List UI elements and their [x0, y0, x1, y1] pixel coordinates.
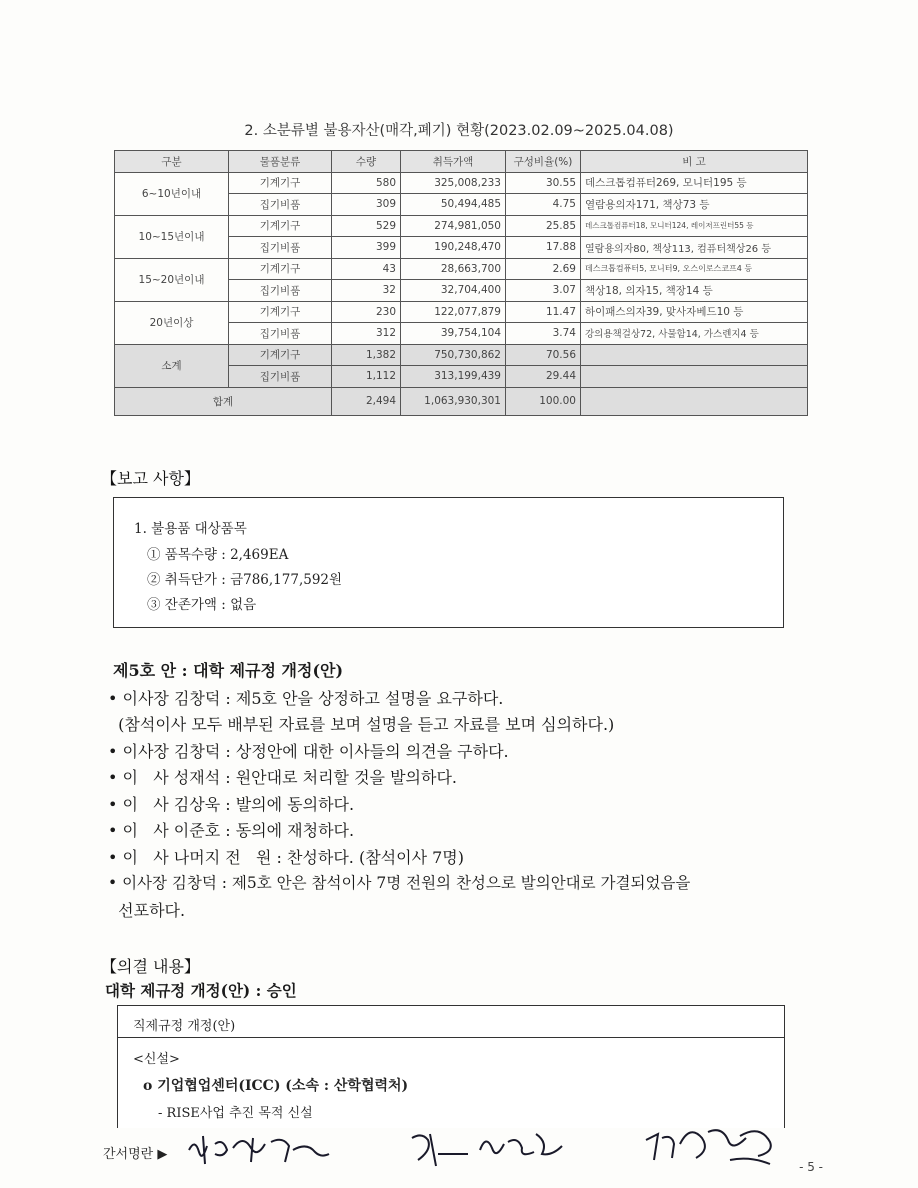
- cell-amount: 39,754,104: [401, 323, 506, 345]
- cell-class: 집기비품: [229, 280, 332, 302]
- cell-amount: 190,248,470: [401, 237, 506, 259]
- cell-class: 기계기구: [229, 258, 332, 280]
- asset-table: [114, 150, 808, 416]
- cell-note: 강의용책걸상72, 사물함14, 가스렌지4 등: [581, 323, 808, 345]
- cell-ratio: 17.88: [506, 237, 581, 259]
- cell-class: 집기비품: [229, 323, 332, 345]
- cell-amount: 325,008,233: [401, 172, 506, 194]
- cell-note: 데스크톱컴퓨터269, 모니터195 등: [581, 172, 808, 194]
- cell-note-empty: [581, 387, 808, 415]
- cell-ratio: 11.47: [506, 301, 581, 323]
- report-item-title: 1. 불용품 대상품목: [134, 521, 247, 537]
- report-item: ② 취득단가 : 금786,177,592원: [147, 572, 343, 588]
- cell-note: 하이패스의자39, 맞사자베드10 등: [581, 301, 808, 323]
- header-ratio: 구성비율(%): [506, 151, 581, 173]
- cell-ratio: 25.85: [506, 215, 581, 237]
- resolution-box-title: 직제규정 개정(안): [133, 1019, 236, 1034]
- report-box: [113, 497, 784, 628]
- box-divider: [118, 1037, 784, 1038]
- subtotal-label: 소계: [115, 344, 229, 387]
- total-qty: 2,494: [332, 387, 401, 415]
- agenda-line: • 이 사 이준호 : 동의에 재청하다.: [108, 821, 355, 840]
- center-line: o 기업협업센터(ICC) (소속 : 산학협력처): [143, 1078, 409, 1094]
- cell-qty: 580: [332, 172, 401, 194]
- agenda-line: • 이사장 김창덕 : 제5호 안은 참석이사 7명 전원의 찬성으로 발의안대로 가결되었음을: [108, 874, 691, 892]
- cell-ratio: 4.75: [506, 194, 581, 216]
- cell-class: 기계기구: [229, 301, 332, 323]
- cell-amount: 50,494,485: [401, 194, 506, 216]
- cell-note-empty: [581, 344, 808, 366]
- new-label: <신설>: [133, 1052, 180, 1067]
- cell-qty: 1,382: [332, 344, 401, 366]
- cell-qty: 32: [332, 280, 401, 302]
- cell-note: 열람용의자171, 책상73 등: [581, 194, 808, 216]
- cell-note-empty: [581, 366, 808, 388]
- report-item: ① 품목수량 : 2,469EA: [147, 547, 289, 563]
- table-row: [115, 301, 808, 323]
- agenda-line: 선포하다.: [108, 901, 186, 920]
- header-class: 물품분류: [229, 151, 332, 173]
- page-number: - 5 -: [799, 1160, 823, 1174]
- group-label: 10~15년이내: [115, 215, 229, 258]
- subtotal-row: [115, 344, 808, 366]
- cell-class: 기계기구: [229, 172, 332, 194]
- cell-ratio: 70.56: [506, 344, 581, 366]
- cell-class: 집기비품: [229, 237, 332, 259]
- cell-ratio: 3.07: [506, 280, 581, 302]
- agenda-title: 제5호 안 : 대학 제규정 개정(안): [113, 661, 344, 680]
- cell-ratio: 2.69: [506, 258, 581, 280]
- cell-amount: 28,663,700: [401, 258, 506, 280]
- detail-line: - RISE사업 추진 목적 신설: [158, 1106, 313, 1121]
- group-label: 6~10년이내: [115, 172, 229, 215]
- cell-qty: 309: [332, 194, 401, 216]
- cell-class: 기계기구: [229, 344, 332, 366]
- signature-1-icon: [183, 1130, 343, 1170]
- agenda-line: • 이 사 나머지 전 원 : 찬성하다. (참석이사 7명): [108, 848, 464, 867]
- cell-ratio: 30.55: [506, 172, 581, 194]
- cell-class: 집기비품: [229, 366, 332, 388]
- total-label: 합계: [115, 387, 332, 415]
- cell-note: 열람용의자80, 책상113, 컴퓨터책상26 등: [581, 237, 808, 259]
- total-ratio: 100.00: [506, 387, 581, 415]
- cell-qty: 230: [332, 301, 401, 323]
- cell-qty: 312: [332, 323, 401, 345]
- signature-3-icon: [640, 1122, 790, 1170]
- cell-note: 책상18, 의자15, 책장14 등: [581, 280, 808, 302]
- resolution-heading: 【의결 내용】: [101, 957, 200, 976]
- cell-class: 집기비품: [229, 194, 332, 216]
- table-row: [115, 172, 808, 194]
- report-item: ③ 잔존가액 : 없음: [147, 597, 257, 613]
- total-row: [115, 387, 808, 415]
- cell-note: 데스크톱컴퓨터5, 모니터9, 오스이로스코프4 등: [581, 258, 808, 280]
- header-quantity: 수량: [332, 151, 401, 173]
- agenda-line: • 이사장 김창덕 : 제5호 안을 상정하고 설명을 요구하다.: [108, 689, 504, 708]
- cell-amount: 750,730,862: [401, 344, 506, 366]
- table-title: 2. 소분류별 불용자산(매각,폐기) 현황(2023.02.09~2025.04.08): [244, 123, 674, 139]
- cell-amount: 122,077,879: [401, 301, 506, 323]
- table-row: [115, 215, 808, 237]
- report-heading: 【보고 사항】: [101, 469, 200, 488]
- signature-label: 간서명란 ▶: [103, 1147, 168, 1162]
- resolution-box: [117, 1005, 785, 1128]
- group-label: 20년이상: [115, 301, 229, 344]
- cell-qty: 529: [332, 215, 401, 237]
- cell-amount: 274,981,050: [401, 215, 506, 237]
- table-row: [115, 258, 808, 280]
- cell-qty: 399: [332, 237, 401, 259]
- resolution-subheading: 대학 제규정 개정(안) : 승인: [105, 981, 297, 1000]
- cell-qty: 1,112: [332, 366, 401, 388]
- cell-amount: 313,199,439: [401, 366, 506, 388]
- cell-qty: 43: [332, 258, 401, 280]
- header-note: 비 고: [581, 151, 808, 173]
- cell-note: 데스크톱컴퓨터18, 모니터124, 레이저프린터55 등: [581, 215, 808, 237]
- group-label: 15~20년이내: [115, 258, 229, 301]
- table-header-row: [115, 151, 808, 173]
- cell-ratio: 29.44: [506, 366, 581, 388]
- agenda-line: • 이사장 김창덕 : 상정안에 대한 이사들의 의견을 구하다.: [108, 742, 509, 761]
- signature-2-icon: [408, 1128, 578, 1170]
- agenda-line: • 이 사 김상욱 : 발의에 동의하다.: [108, 795, 355, 814]
- agenda-line: • 이 사 성재석 : 원안대로 처리할 것을 발의하다.: [108, 768, 457, 787]
- cell-ratio: 3.74: [506, 323, 581, 345]
- header-amount: 취득가액: [401, 151, 506, 173]
- cell-class: 기계기구: [229, 215, 332, 237]
- total-amount: 1,063,930,301: [401, 387, 506, 415]
- agenda-line: (참석이사 모두 배부된 자료를 보며 설명을 듣고 자료를 보며 심의하다.): [108, 715, 615, 734]
- header-category: 구분: [115, 151, 229, 173]
- cell-amount: 32,704,400: [401, 280, 506, 302]
